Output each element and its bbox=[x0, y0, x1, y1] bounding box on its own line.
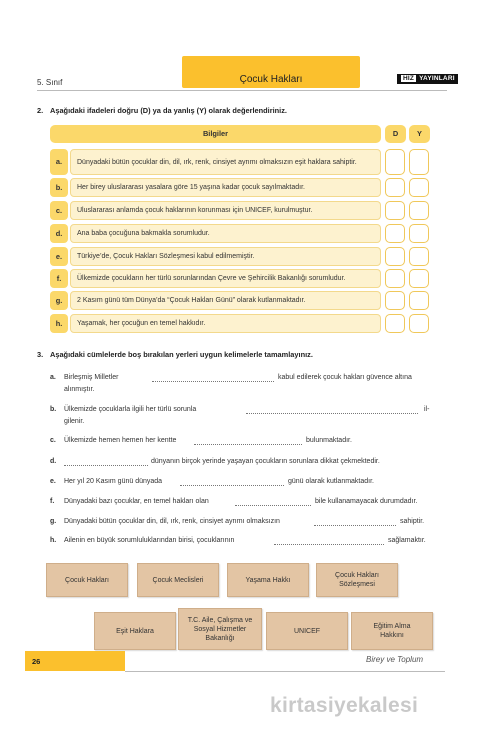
item-text-before: Birleşmiş Milletler bbox=[64, 374, 119, 381]
answer-y-box[interactable] bbox=[409, 201, 429, 220]
question-2-instruction: Aşağıdaki ifadeleri doğru (D) ya da yanlış (Y) olarak değerlendiriniz. bbox=[50, 106, 287, 115]
grade-label: 5. Sınıf bbox=[37, 78, 63, 87]
footer-divider bbox=[125, 671, 445, 672]
item-text-after: günü olarak kutlanmaktadır. bbox=[288, 478, 374, 485]
answer-y-box[interactable] bbox=[409, 314, 429, 333]
answer-y-box[interactable] bbox=[409, 291, 429, 310]
row-statement: Ülkemizde çocukların her türlü sorunlarından Çevre ve Şehircilik Bakanlığı sorumludur. bbox=[70, 269, 381, 288]
item-letter: e. bbox=[50, 478, 56, 485]
blank-line[interactable] bbox=[235, 505, 311, 506]
row-letter: a. bbox=[50, 149, 68, 175]
answer-d-box[interactable] bbox=[385, 247, 405, 266]
word-box[interactable]: Eşit Haklara bbox=[94, 612, 176, 650]
question-3-instruction: Aşağıdaki cümlelerde boş bırakılan yerleri uygun kelimelerle tamamlayınız. bbox=[50, 350, 313, 359]
answer-y-box[interactable] bbox=[409, 149, 429, 175]
item-text-before: Ülkemizde çocuklarla ilgili her türlü sorunla bbox=[64, 406, 197, 413]
item-letter: a. bbox=[50, 374, 56, 381]
item-text-after: dünyanın birçok yerinde yaşayan çocukların sorunlara dikkat çekmektedir. bbox=[151, 458, 380, 465]
item-text-after: kabul edilerek çocuk hakları güvence altına bbox=[278, 374, 412, 381]
word-box[interactable]: Çocuk Meclisleri bbox=[137, 563, 219, 597]
blank-line[interactable] bbox=[314, 525, 396, 526]
row-statement: Dünyadaki bütün çocuklar din, dil, ırk, renk, cinsiyet ayrımı olmaksızın eşit haklara sahiptir. bbox=[70, 149, 381, 175]
row-statement: Her birey uluslararası yasalara göre 15 yaşına kadar çocuk sayılmaktadır. bbox=[70, 178, 381, 197]
row-letter: e. bbox=[50, 247, 68, 266]
page-title: Çocuk Hakları bbox=[239, 74, 303, 85]
item-text-before: Ailenin en büyük sorumluluklarından birisi, çocuklarının bbox=[64, 537, 235, 544]
item-letter: g. bbox=[50, 518, 57, 525]
answer-d-box[interactable] bbox=[385, 314, 405, 333]
word-box[interactable]: Yaşama Hakkı bbox=[227, 563, 309, 597]
blank-line[interactable] bbox=[274, 544, 384, 545]
answer-y-box[interactable] bbox=[409, 224, 429, 243]
word-box[interactable]: Çocuk Hakları bbox=[46, 563, 128, 597]
answer-d-box[interactable] bbox=[385, 224, 405, 243]
item-text-before: Dünyadaki bazı çocuklar, en temel hakları olan bbox=[64, 498, 209, 505]
question-2-number: 2. bbox=[37, 106, 44, 115]
logo-hiz: HIZ bbox=[400, 74, 417, 83]
table-header-bilgiler: Bilgiler bbox=[50, 125, 381, 143]
item-text-after: bile kullanamayacak durumdadır. bbox=[315, 498, 418, 505]
row-letter: h. bbox=[50, 314, 68, 333]
row-letter: c. bbox=[50, 201, 68, 220]
item-text-before: Her yıl 20 Kasım günü dünyada bbox=[64, 478, 163, 485]
word-box[interactable]: T.C. Aile, Çalışma ve Sosyal Hizmetler Bakanlığı bbox=[178, 608, 262, 650]
row-statement: Türkiye’de, Çocuk Hakları Sözleşmesi kabul edilmemiştir. bbox=[70, 247, 381, 266]
blank-line[interactable] bbox=[194, 444, 302, 445]
blank-line[interactable] bbox=[64, 465, 148, 466]
row-statement: Ana baba çocuğuna bakmakla sorumludur. bbox=[70, 224, 381, 243]
item-text-before: Dünyadaki bütün çocuklar din, dil, ırk, renk, cinsiyet ayrımı olmaksızın bbox=[64, 518, 280, 525]
word-box[interactable]: Çocuk Hakları Sözleşmesi bbox=[316, 563, 398, 597]
blank-line[interactable] bbox=[152, 381, 274, 382]
item-letter: c. bbox=[50, 437, 56, 444]
answer-y-box[interactable] bbox=[409, 247, 429, 266]
item-text-after: sahiptir. bbox=[400, 518, 425, 525]
item-letter: b. bbox=[50, 406, 57, 413]
book-title: Birey ve Toplum bbox=[366, 655, 424, 664]
question-3-number: 3. bbox=[37, 350, 44, 359]
header-divider bbox=[37, 90, 447, 91]
row-letter: g. bbox=[50, 291, 68, 310]
item-letter: f. bbox=[50, 498, 55, 505]
item-text-line2: gilenir. bbox=[64, 418, 85, 425]
row-letter: b. bbox=[50, 178, 68, 197]
logo-text: YAYINLARI bbox=[419, 75, 455, 82]
answer-y-box[interactable] bbox=[409, 269, 429, 288]
item-letter: h. bbox=[50, 537, 57, 544]
answer-d-box[interactable] bbox=[385, 201, 405, 220]
answer-d-box[interactable] bbox=[385, 269, 405, 288]
item-text-after: bulunmaktadır. bbox=[306, 437, 352, 444]
item-text-before: Ülkemizde hemen hemen her kentte bbox=[64, 437, 177, 444]
row-letter: d. bbox=[50, 224, 68, 243]
watermark: kirtasiyekalesi bbox=[270, 694, 419, 717]
publisher-logo bbox=[397, 74, 458, 84]
row-statement: Yaşamak, her çocuğun en temel hakkıdır. bbox=[70, 314, 381, 333]
row-statement: 2 Kasım günü tüm Dünya’da “Çocuk Hakları Günü” olarak kutlanmaktadır. bbox=[70, 291, 381, 310]
item-text-line2: alınmıştır. bbox=[64, 386, 95, 393]
page-number: 26 bbox=[32, 657, 41, 666]
answer-d-box[interactable] bbox=[385, 291, 405, 310]
item-text-after: sağlamaktır. bbox=[388, 537, 426, 544]
table-header-y: Y bbox=[409, 125, 430, 143]
row-statement: Uluslararası anlamda çocuk haklarının korunması için UNICEF, kurulmuştur. bbox=[70, 201, 381, 220]
row-letter: f. bbox=[50, 269, 68, 288]
answer-d-box[interactable] bbox=[385, 149, 405, 175]
item-letter: d. bbox=[50, 458, 57, 465]
answer-y-box[interactable] bbox=[409, 178, 429, 197]
item-text-after: il- bbox=[424, 406, 430, 413]
blank-line[interactable] bbox=[180, 485, 284, 486]
word-box[interactable]: UNICEF bbox=[266, 612, 348, 650]
blank-line[interactable] bbox=[246, 413, 418, 414]
word-box[interactable]: Eğitim Alma Hakkını bbox=[351, 612, 433, 650]
answer-d-box[interactable] bbox=[385, 178, 405, 197]
table-header-d: D bbox=[385, 125, 406, 143]
